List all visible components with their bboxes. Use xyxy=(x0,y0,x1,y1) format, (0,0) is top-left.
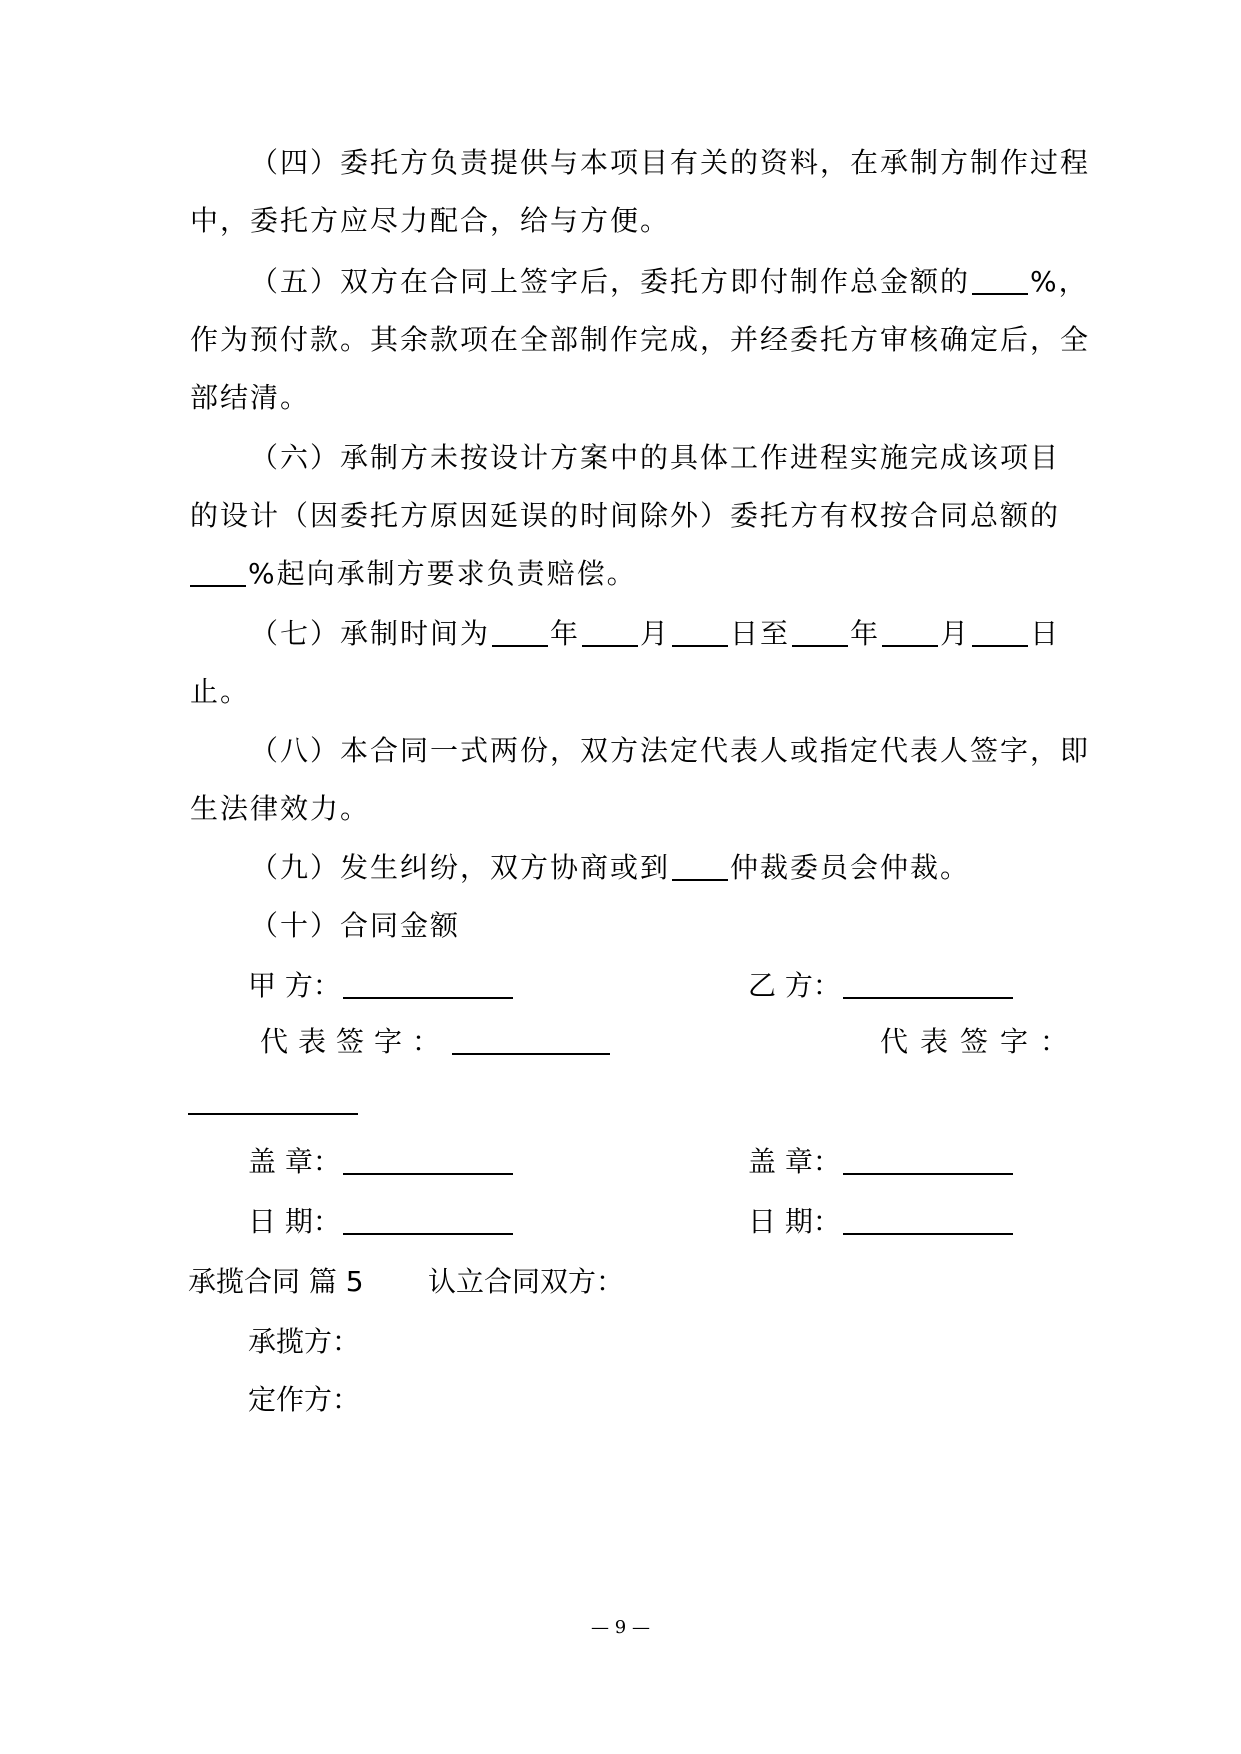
year-label: 年 xyxy=(850,617,881,650)
clause-6-line-1: （六）承制方未按设计方案中的具体工作进程实施完成该项目 xyxy=(250,441,1061,474)
party-a-label: 甲 方： xyxy=(248,969,341,1002)
party-a-row xyxy=(248,966,515,1006)
party-b-seal-blank xyxy=(843,1143,1013,1175)
clause-10-line: （十）合同金额 xyxy=(250,909,461,942)
clause-9-line xyxy=(250,848,970,888)
clause-7-line-1 xyxy=(250,614,1060,654)
day-label: 日 xyxy=(1030,617,1061,650)
month-label: 月 xyxy=(940,617,971,650)
arbitration-blank xyxy=(672,849,728,881)
clause-6-line-3 xyxy=(190,554,637,594)
party-b-rep-blank xyxy=(188,1083,358,1115)
party-a-rep-blank xyxy=(452,1023,610,1055)
clause-6-text: %起向承制方要求负责赔偿。 xyxy=(248,557,637,590)
clause-7-line-2: 止。 xyxy=(190,675,251,708)
page-number: — 9 — xyxy=(591,1617,650,1638)
year-blank xyxy=(792,615,848,647)
party-a-seal-label: 盖 章： xyxy=(248,1145,341,1178)
clause-9-text-a: （九）发生纠纷，双方协商或到 xyxy=(250,851,671,884)
party-a-blank xyxy=(343,967,513,999)
orderer-label: 定作方： xyxy=(248,1383,361,1416)
clause-5-line-3: 部结清。 xyxy=(190,381,311,414)
party-b-rep-row xyxy=(188,1082,360,1122)
clause-8-line-2: 生法律效力。 xyxy=(190,792,371,825)
party-b-date-row xyxy=(748,1202,1015,1242)
clause-6-line-2: 的设计（因委托方原因延误的时间除外）委托方有权按合同总额的 xyxy=(190,499,1061,532)
next-contract-intro: 认立合同双方： xyxy=(428,1265,625,1298)
clause-8-line-1: （八）本合同一式两份，双方法定代表人或指定代表人签字，即 xyxy=(250,734,1091,767)
party-b-date-blank xyxy=(843,1203,1013,1235)
party-a-rep-label: 代表签字： xyxy=(260,1025,451,1058)
party-b-rep-label: 代表签字： xyxy=(880,1025,1081,1058)
party-a-date-label: 日 期： xyxy=(248,1205,341,1238)
clause-5-text-a: （五）双方在合同上签字后，委托方即付制作总金额的 xyxy=(250,265,971,298)
day-blank xyxy=(972,615,1028,647)
clause-5-line-1 xyxy=(250,262,1089,302)
year-blank xyxy=(492,615,548,647)
percent-blank xyxy=(972,263,1028,295)
month-blank xyxy=(882,615,938,647)
party-b-seal-row xyxy=(748,1142,1015,1182)
party-b-date-label: 日 期： xyxy=(748,1205,841,1238)
clause-5-text-b: %， xyxy=(1030,265,1089,298)
next-contract-heading: 承揽合同 篇 5 xyxy=(188,1265,364,1298)
year-label: 年 xyxy=(550,617,581,650)
party-a-seal-blank xyxy=(343,1143,513,1175)
party-a-date-row xyxy=(248,1202,515,1242)
party-b-row xyxy=(748,966,1015,1006)
clause-5-line-2: 作为预付款。其余款项在全部制作完成，并经委托方审核确定后，全 xyxy=(190,323,1091,356)
day-to-label: 日至 xyxy=(730,617,791,650)
clause-9-text-b: 仲裁委员会仲裁。 xyxy=(730,851,971,884)
party-a-date-blank xyxy=(343,1203,513,1235)
clause-4-line-2: 中，委托方应尽力配合，给与方便。 xyxy=(190,204,671,237)
month-blank xyxy=(582,615,638,647)
percent-blank xyxy=(190,555,246,587)
day-blank xyxy=(672,615,728,647)
party-b-seal-label: 盖 章： xyxy=(748,1145,841,1178)
month-label: 月 xyxy=(640,617,671,650)
party-a-seal-row xyxy=(248,1142,515,1182)
party-b-label: 乙 方： xyxy=(748,969,841,1002)
clause-4-line-1: （四）委托方负责提供与本项目有关的资料，在承制方制作过程 xyxy=(250,146,1091,179)
contractor-label: 承揽方： xyxy=(248,1325,361,1358)
party-a-rep-row xyxy=(260,1022,612,1062)
party-b-blank xyxy=(843,967,1013,999)
clause-7-prefix: （七）承制时间为 xyxy=(250,617,491,650)
